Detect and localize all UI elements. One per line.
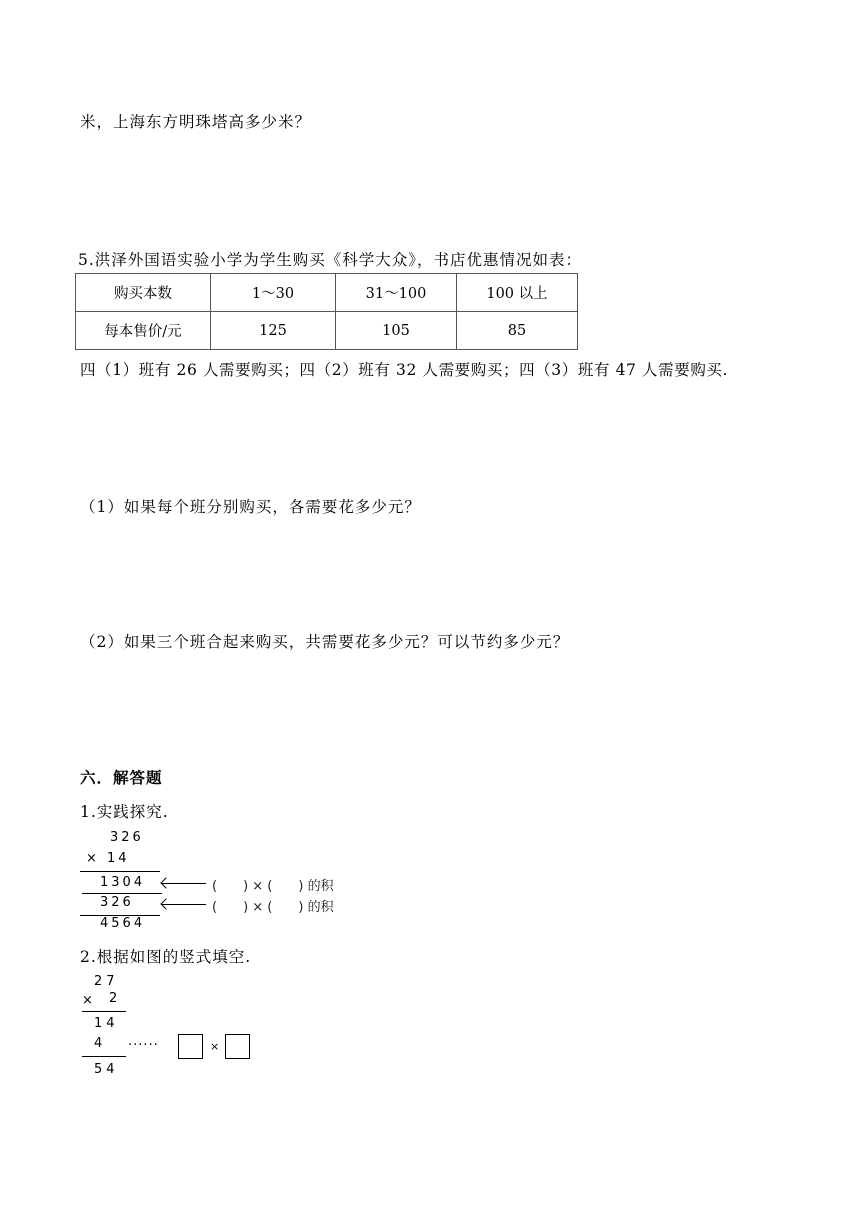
arrow-left-icon	[162, 883, 206, 884]
times-sign: ×	[82, 993, 97, 1008]
question-5-intro: 5.洪泽外国语实验小学为学生购买《科学大众》，书店优惠情况如表：	[78, 251, 583, 269]
multiplier: 2	[109, 991, 122, 1006]
vertical-multiplication-figure-1	[80, 828, 400, 936]
class-counts: 四（1）班有 26 人需要购买；四（2）班有 32 人需要购买；四（3）班有 47 人需要购买.	[80, 361, 729, 379]
partial-product-1: 14	[94, 1016, 119, 1031]
sub-question-1: （1）如果每个班分别购买，各需要花多少元？	[80, 498, 421, 516]
box-times-sign: ×	[210, 1040, 220, 1053]
table-cell: 100 以上	[457, 274, 578, 312]
section-title: 六．解答题	[80, 768, 163, 787]
multiplier: × 14	[86, 851, 130, 866]
table-cell: 125	[211, 312, 336, 350]
multiplicand: 27	[94, 974, 119, 989]
vertical-multiplication-figure-2	[80, 974, 280, 1084]
table-cell: 1～30	[211, 274, 336, 312]
answer-box[interactable]	[225, 1034, 250, 1059]
partial-product-1: 1304	[100, 875, 146, 890]
partial-product-2: 4	[94, 1036, 107, 1051]
table-cell: 31～100	[336, 274, 457, 312]
problem-1-title: 1.实践探究.	[80, 803, 169, 821]
arrow-left-icon	[162, 904, 206, 905]
partial-product-2: 326	[100, 895, 134, 910]
table-header-cell: 购买本数	[76, 274, 211, 312]
sub-question-2: （2）如果三个班合起来购买，共需要花多少元？可以节约多少元？	[80, 633, 570, 651]
table-header-cell: 每本售价/元	[76, 312, 211, 350]
rule-line	[82, 1056, 126, 1057]
rule-line	[82, 1011, 126, 1012]
table-row	[76, 274, 578, 312]
table-row	[76, 312, 578, 350]
rule-line	[82, 893, 162, 894]
discount-table	[75, 273, 578, 350]
rule-line	[80, 871, 160, 872]
leader-dots: ······	[128, 1038, 159, 1053]
product: 54	[94, 1062, 119, 1077]
problem-2-title: 2.根据如图的竖式填空.	[80, 948, 252, 966]
table-cell: 105	[336, 312, 457, 350]
partial-note-1: ( ) × ( ) 的积	[212, 879, 334, 894]
multiplicand: 326	[110, 830, 144, 845]
product: 4564	[100, 916, 146, 931]
question-4-continuation: 米，上海东方明珠塔高多少米？	[80, 113, 312, 131]
partial-note-2: ( ) × ( ) 的积	[212, 900, 334, 915]
answer-box[interactable]	[178, 1034, 203, 1059]
table-cell: 85	[457, 312, 578, 350]
